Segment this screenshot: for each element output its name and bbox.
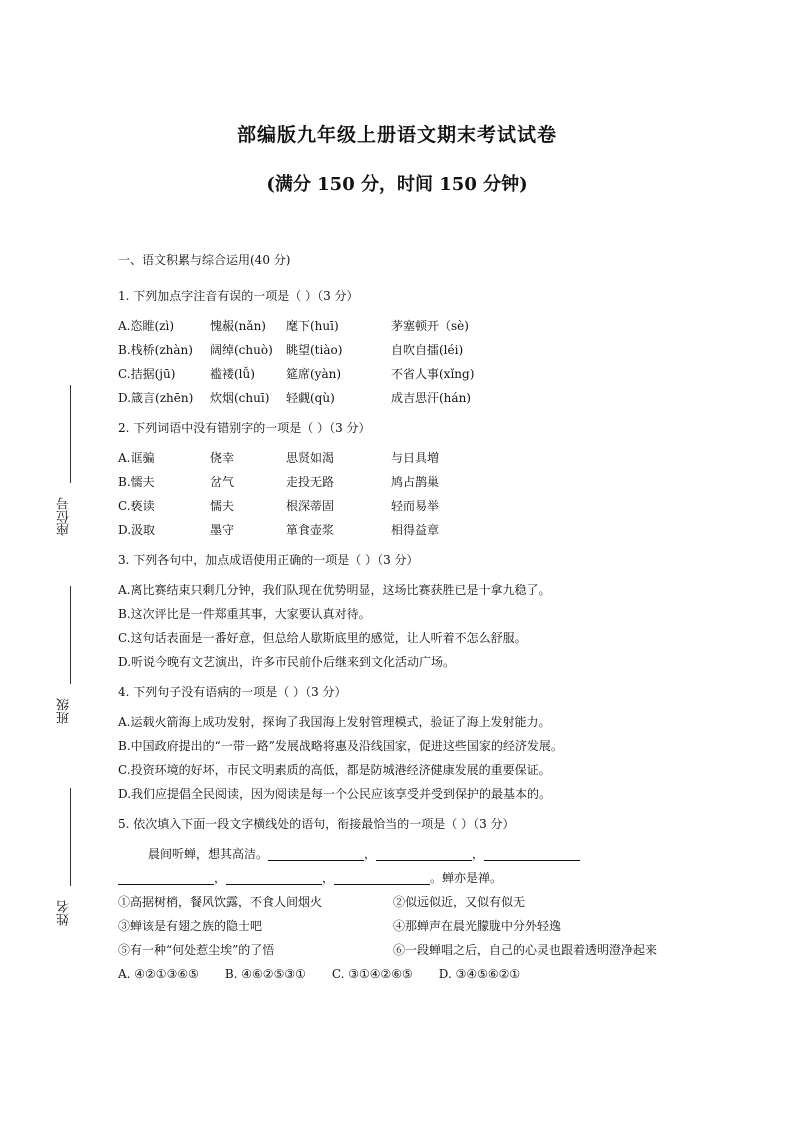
- fill-blank: [484, 846, 580, 861]
- option-item: 箪食壶浆: [286, 523, 335, 537]
- passage-end: 。蝉亦是禅。: [430, 871, 503, 885]
- question-2-option-d: [118, 518, 718, 542]
- fill-blank: [334, 870, 430, 885]
- option-item: D.汲取: [118, 523, 156, 537]
- option-item: C.拮据(jū): [118, 367, 176, 381]
- question-2-option-c: [118, 494, 718, 518]
- option-item: 愧赧(nǎn): [210, 319, 266, 333]
- option-item: 成吉思汗(hán): [391, 391, 471, 405]
- sentence-option-row: [118, 890, 718, 914]
- option-item: C.亵读: [118, 499, 155, 513]
- option-item: B.栈桥(zhàn): [118, 343, 193, 357]
- binding-line: [70, 586, 71, 684]
- answer-option-d: D. ③④⑤⑥②①: [438, 967, 521, 981]
- option-item: 褴褛(lǚ): [210, 367, 255, 381]
- option-item: 自吹自擂(léi): [391, 343, 464, 357]
- option-item: 走投无路: [286, 475, 335, 489]
- fill-blank: [226, 870, 322, 885]
- option-item: A.恣睢(zì): [118, 319, 175, 333]
- sentence-option: ④那蝉声在晨光朦胧中分外轻逸: [393, 919, 562, 933]
- option-item: 麾下(huī): [286, 319, 339, 333]
- option-item: 懦夫: [210, 499, 235, 513]
- option-item: 思贤如渴: [286, 451, 335, 465]
- option-item: 眺望(tiào): [286, 343, 343, 357]
- question-1-option-d: [118, 386, 718, 410]
- exam-content: [118, 248, 718, 986]
- option-item: 炊烟(chuī): [210, 391, 270, 405]
- question-4-option-a: A.运载火箭海上成功发射，探询了我国海上发射管理模式，验证了海上发射能力。: [118, 715, 551, 729]
- option-item: 不省人事(xǐng): [391, 367, 475, 381]
- question-1-option-a: [118, 314, 718, 338]
- question-4-option-d: D.我们应提倡全民阅读，因为阅读是每一个公民应该享受并受到保护的最基本的。: [118, 787, 552, 801]
- sentence-option: ⑥一段蝉唱之后，自己的心灵也跟着透明澄净起来: [393, 943, 658, 957]
- option-item: 茅塞顿开（sè): [391, 319, 469, 333]
- question-2-stem: 2. 下列词语中没有错别字的一项是（ ）（3 分）: [118, 421, 371, 435]
- question-4-option-b: B.中国政府提出的“一带一路”发展战略将惠及沿线国家，促进这些国家的经济发展。: [118, 739, 563, 753]
- question-5-passage-line-2: ， ， 。蝉亦是禅。: [118, 866, 718, 890]
- page-subtitle: (满分 150 分，时间 150 分钟): [266, 174, 528, 195]
- sentence-option: ⑤有一种“何处惹尘埃”的了悟: [118, 943, 275, 957]
- option-item: 岔气: [210, 475, 235, 489]
- binding-line: [70, 788, 71, 886]
- option-item: B.懦夫: [118, 475, 155, 489]
- answer-option-b: B. ④⑥②⑤③①: [224, 967, 306, 981]
- option-item: 侥幸: [210, 451, 235, 465]
- passage-start: 晨间听蝉，想其高洁。: [148, 847, 269, 861]
- option-item: 根深蒂固: [286, 499, 335, 513]
- name-label: 姓名: [57, 900, 72, 926]
- question-4-stem: 4. 下列句子没有语病的一项是（ ）（3 分）: [118, 685, 347, 699]
- question-1-option-b: [118, 338, 718, 362]
- fill-blank: [268, 846, 364, 861]
- question-5-answers: [118, 962, 718, 986]
- option-item: 相得益章: [391, 523, 440, 537]
- fill-blank: [118, 870, 214, 885]
- question-2-option-b: [118, 470, 718, 494]
- question-1-option-c: [118, 362, 718, 386]
- question-5-stem: 5. 依次填入下面一段文字横线处的语句，衔接最恰当的一项是（ ）（3 分）: [118, 817, 515, 831]
- section-heading: 一、语文积累与综合运用(40 分): [118, 253, 291, 267]
- question-3-option-a: A.离比赛结束只剩几分钟，我们队现在优势明显，这场比赛获胜已是十拿九稳了。: [118, 583, 551, 597]
- option-item: 墨守: [210, 523, 235, 537]
- sentence-option: ③蝉该是有翅之族的隐士吧: [118, 919, 263, 933]
- sentence-option: ②似远似近，又似有似无: [393, 895, 526, 909]
- option-item: A.诓骗: [118, 451, 155, 465]
- option-item: 筵席(yàn): [286, 367, 342, 381]
- sentence-option-row: [118, 938, 718, 962]
- question-2-option-a: [118, 446, 718, 470]
- question-4-option-c: C.投资环境的好坏，市民文明素质的高低，都是防城港经济健康发展的重要保证。: [118, 763, 551, 777]
- answer-option-c: C. ③①④②⑥⑤: [331, 967, 413, 981]
- binding-line: [70, 385, 71, 483]
- class-label: 班级: [57, 698, 72, 724]
- option-item: 与日具増: [391, 451, 440, 465]
- question-3-option-d: D.听说今晚有文艺演出，许多市民前仆后继来到文化活动广场。: [118, 655, 456, 669]
- fill-blank: [376, 846, 472, 861]
- question-5-passage-line-1: 晨间听蝉，想其高洁。 ， ，: [118, 842, 718, 866]
- option-item: 阔绰(chuò): [210, 343, 273, 357]
- seat-number-label: 座位号: [57, 497, 72, 536]
- question-3-option-c: C.这句话表面是一番好意，但总给人歇斯底里的感觉，让人听着不怎么舒服。: [118, 631, 527, 645]
- option-item: 鸠占鹊巢: [391, 475, 440, 489]
- option-item: 轻而易举: [391, 499, 440, 513]
- question-3-stem: 3. 下列各句中，加点成语使用正确的一项是（ ）（3 分）: [118, 553, 419, 567]
- sentence-option-row: [118, 914, 718, 938]
- option-item: 轻觑(qù): [286, 391, 335, 405]
- question-1-stem: 1. 下列加点字注音有误的一项是（ ）（3 分）: [118, 289, 359, 303]
- answer-option-a: A. ④②①③⑥⑤: [118, 967, 199, 981]
- option-item: D.箴言(zhēn): [118, 391, 194, 405]
- page-title: 部编版九年级上册语文期末考试试卷: [236, 124, 557, 146]
- sentence-option: ①高据树梢，餐风饮露，不食人间烟火: [118, 895, 323, 909]
- question-3-option-b: B.这次评比是一件郑重其事，大家要认真对待。: [118, 607, 371, 621]
